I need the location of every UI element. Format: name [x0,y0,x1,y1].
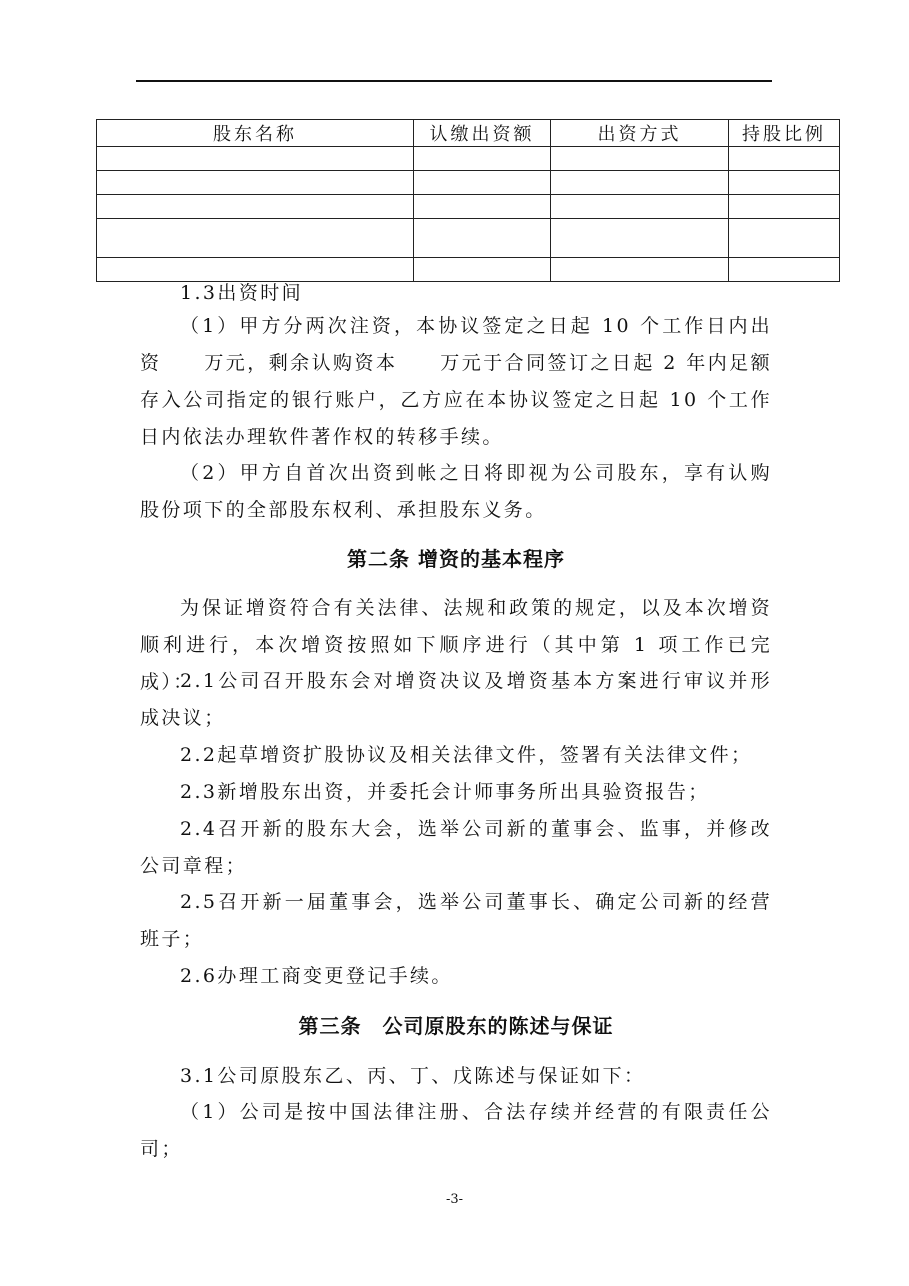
article-2-heading: 第二条 增资的基本程序 [347,547,565,571]
page-number: -3- [445,1192,464,1207]
sec-1-3-para-2: （2）甲方自首次出资到帐之日将即视为公司股东，享有认购股份项下的全部股东权利、承担股东义务。 [140,462,772,521]
table-cell [729,195,840,219]
article-2-item-3: 2.3新增股东出资，并委托会计师事务所出具验资报告； [180,781,710,803]
table-cell [729,147,840,171]
article-3-para-2: （1）公司是按中国法律注册、合法存续并经营的有限责任公司； [140,1101,772,1160]
table-cell [97,195,414,219]
table-cell [414,195,551,219]
table-row [97,147,840,171]
table-row [97,219,840,258]
table-cell [414,171,551,195]
shareholder-table [96,119,840,282]
article-2-item-2: 2.2起草增资扩股协议及相关法律文件，签署有关法律文件； [180,744,753,766]
col-header-amount: 认缴出资额 [414,120,551,147]
table-row [97,195,840,219]
table-cell [729,171,840,195]
col-header-name: 股东名称 [97,120,414,147]
article-2-intro: 为保证增资符合有关法律、法规和政策的规定，以及本次增资顺利进行，本次增资按照如下顺序进行（其中第 1 项工作已完成）： [140,597,772,693]
table-cell [551,219,729,258]
col-header-ratio: 持股比例 [729,120,840,147]
col-header-method: 出资方式 [551,120,729,147]
sec-1-3-para-1: （1）甲方分两次注资，本协议签定之日起 10 个工作日内出资 万元，剩余认购资本 万元于合同签订之日起 2 年内足额存入公司指定的银行账户，乙方应在本协议签定之日起 10 个工作日内依法办理软件著作权的转移手续。 [140,315,772,448]
article-2-item-6: 2.6办理工商变更登记手续。 [180,965,453,987]
article-3-heading: 第三条 公司原股东的陈述与保证 [298,1014,614,1038]
table-header-row [97,120,840,147]
table-cell [551,171,729,195]
article-2-item-5: 2.5召开新一届董事会，选举公司董事长、确定公司新的经营班子； [140,891,772,950]
table-cell [97,219,414,258]
table-cell [551,147,729,171]
table-cell [414,147,551,171]
article-3-para-1: 3.1公司原股东乙、丙、丁、戊陈述与保证如下： [180,1065,646,1087]
sec-1-3-title: 1.3出资时间 [180,282,304,304]
table-row [97,171,840,195]
table-cell [551,195,729,219]
article-2-item-4: 2.4召开新的股东大会，选举公司新的董事会、监事，并修改公司章程； [140,818,772,877]
table-cell [97,171,414,195]
header-rule [136,80,772,82]
article-2-item-1: 2.1公司召开股东会对增资决议及增资基本方案进行审议并形成决议； [140,670,772,729]
table-cell [414,219,551,258]
table-cell [729,219,840,258]
table-cell [97,147,414,171]
